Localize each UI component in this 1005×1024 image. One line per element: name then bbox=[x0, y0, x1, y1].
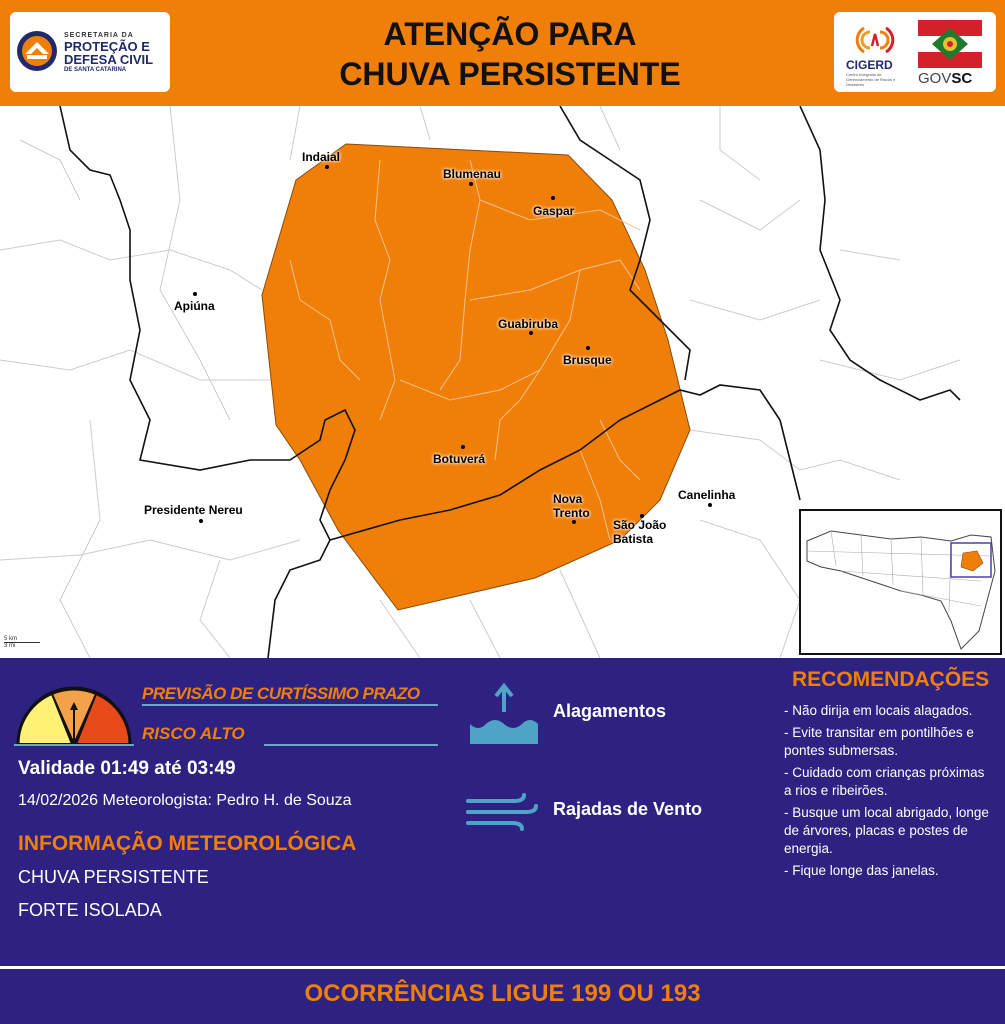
cigerd-label: CIGERD bbox=[846, 58, 893, 72]
alert-title-line-2: CHUVA PERSISTENTE bbox=[339, 56, 681, 92]
city-dot bbox=[199, 519, 203, 523]
logo-line-3: DEFESA CIVIL bbox=[64, 52, 154, 67]
forecast-type: PREVISÃO DE CURTÍSSIMO PRAZO bbox=[142, 684, 420, 703]
city-label: Brusque bbox=[563, 353, 612, 367]
recommendation-item: - Fique longe das janelas. bbox=[784, 863, 939, 878]
footer-separator bbox=[0, 966, 1005, 969]
city-dot bbox=[469, 182, 473, 186]
header-bar bbox=[0, 0, 1005, 106]
state-inset-map[interactable] bbox=[799, 509, 1002, 655]
city-dot bbox=[325, 165, 329, 169]
city-label: Blumenau bbox=[443, 167, 502, 181]
emergency-phone-footer: OCORRÊNCIAS LIGUE 199 OU 193 bbox=[304, 980, 701, 1007]
risk-underline bbox=[264, 744, 438, 746]
city-dot bbox=[708, 503, 712, 507]
forecast-divider bbox=[142, 704, 438, 706]
government-logos bbox=[834, 12, 996, 92]
logo-line-2: PROTEÇÃO E bbox=[64, 39, 150, 54]
city-dot bbox=[461, 445, 465, 449]
city-label: Canelinha bbox=[678, 488, 736, 502]
alert-title bbox=[230, 14, 790, 94]
city-dot bbox=[551, 196, 555, 200]
defesa-civil-emblem-icon bbox=[16, 30, 58, 72]
validity-period: Validade 01:49 até 03:49 bbox=[18, 758, 236, 779]
cigerd-signal-icon bbox=[842, 22, 914, 58]
govsc-suffix: SC bbox=[951, 70, 973, 87]
city-label: São João Batista bbox=[613, 518, 667, 546]
scale-km: 5 km bbox=[4, 636, 40, 643]
govsc-label bbox=[918, 70, 972, 87]
recommendation-item: - Evite transitar em pontilhões e pontes submersas. bbox=[784, 725, 974, 758]
city-label: Presidente Nereu bbox=[144, 503, 243, 517]
city-dot bbox=[529, 331, 533, 335]
flood-icon bbox=[468, 682, 540, 746]
scale-mi: 3 mi bbox=[4, 643, 16, 649]
recommendation-item: - Busque um local abrigado, longe de árvores, placas e postes de energia. bbox=[784, 805, 989, 856]
alert-map[interactable] bbox=[0, 106, 1005, 658]
risk-level: RISCO ALTO bbox=[142, 724, 245, 743]
city-label: Nova Trento bbox=[553, 492, 590, 520]
city-label: Apiúna bbox=[174, 299, 215, 313]
govsc-prefix: GOV bbox=[918, 70, 952, 87]
meteo-info-line: FORTE ISOLADA bbox=[18, 900, 162, 920]
map-scale bbox=[4, 636, 40, 649]
logo-line-1: SECRETARIA DA bbox=[64, 32, 134, 39]
cigerd-subtitle: Centro Integrado de Gerenciamento de Riscos e Desastres bbox=[846, 72, 896, 87]
meteo-info-title: INFORMAÇÃO METEOROLÓGICA bbox=[18, 832, 357, 855]
recommendation-item: - Cuidado com crianças próximas a rios e ribeirões. bbox=[784, 765, 985, 798]
city-dot bbox=[586, 346, 590, 350]
city-label: Indaial bbox=[302, 150, 341, 164]
gauge-underline bbox=[14, 744, 134, 746]
city-label: Gaspar bbox=[533, 204, 575, 218]
santa-catarina-flag-icon bbox=[918, 20, 982, 68]
state-outline bbox=[801, 511, 1000, 653]
city-dot bbox=[572, 520, 576, 524]
city-label: Guabiruba bbox=[498, 317, 559, 331]
recommendations-list bbox=[784, 702, 994, 884]
issued-by: 14/02/2026 Meteorologista: Pedro H. de Souza bbox=[18, 792, 352, 809]
risk-gauge-icon bbox=[14, 686, 134, 746]
hazard-flood-label: Alagamentos bbox=[553, 701, 667, 721]
recommendation-item: - Não dirija em locais alagados. bbox=[784, 703, 973, 718]
alert-title-line-1: ATENÇÃO PARA bbox=[383, 16, 637, 52]
meteo-info-line: CHUVA PERSISTENTE bbox=[18, 867, 209, 887]
city-label: Botuverá bbox=[433, 452, 486, 466]
logo-line-4: DE SANTA CATARINA bbox=[64, 67, 127, 73]
wind-icon bbox=[466, 793, 538, 831]
recommendations-title: RECOMENDAÇÕES bbox=[792, 668, 990, 691]
defesa-civil-logo bbox=[10, 12, 170, 92]
hazard-wind-label: Rajadas de Vento bbox=[553, 799, 703, 819]
city-dot bbox=[193, 292, 197, 296]
